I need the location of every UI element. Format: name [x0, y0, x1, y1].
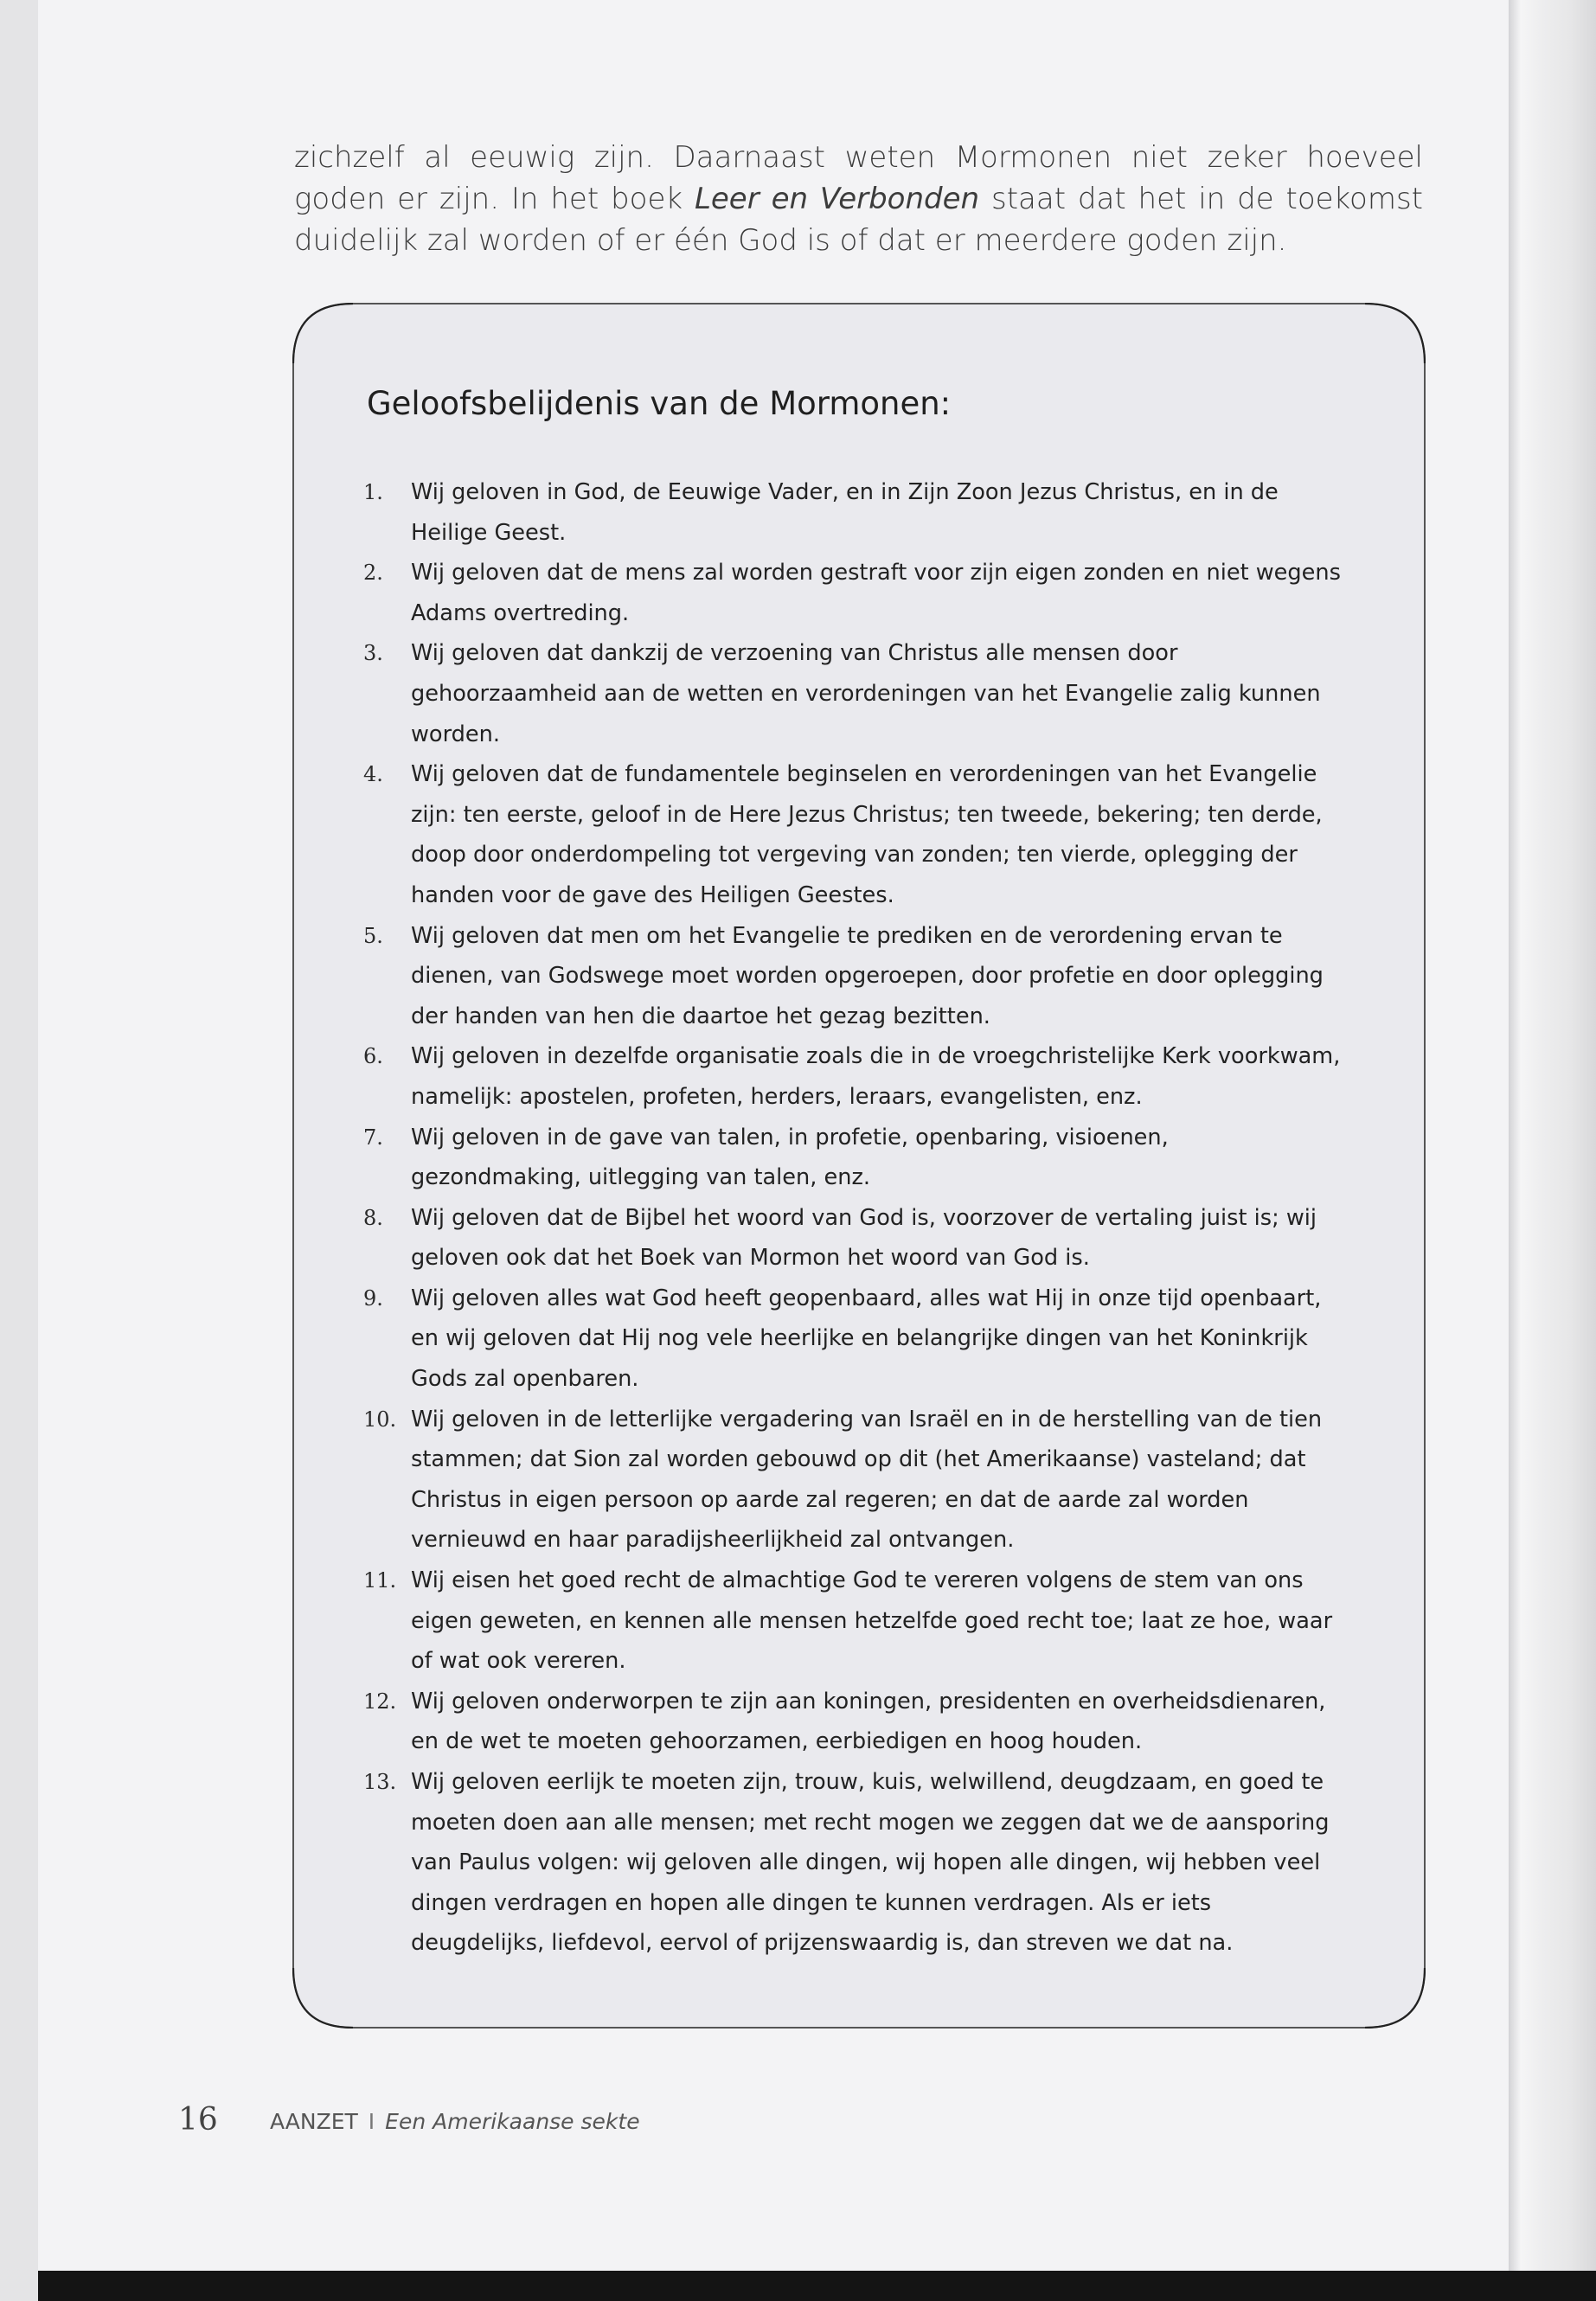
running-footer [270, 2109, 640, 2134]
creed-item [363, 1561, 1341, 1682]
creed-item-number: 12. [363, 1689, 397, 1714]
creed-item-text: Wij geloven in dezelfde organisatie zoals die in de vroegchristelijke Kerk voorkwam, namelijk: apostelen, profeten, herders, leraars, evangelisten, enz. [411, 1043, 1341, 1110]
creed-item [363, 1118, 1341, 1198]
creed-item [363, 1400, 1341, 1561]
creed-item-text: Wij geloven dat dankzij de verzoening van Christus alle mensen door gehoorzaamheid aan de wetten en verordeningen van het Evangelie zalig kunnen worden. [411, 640, 1321, 747]
creed-item [363, 633, 1341, 754]
creed-item-text: Wij geloven dat de Bijbel het woord van God is, voorzover de vertaling juist is; wij geloven ook dat het Boek van Mormon het woord van God is. [411, 1204, 1317, 1272]
intro-text-part2: staat dat het in de toekomst duidelijk zal worden of er één God is of dat er meerdere goden zijn. [294, 182, 1423, 258]
page-number: 16 [178, 2102, 218, 2138]
creed-item [363, 754, 1341, 915]
intro-text-part1: zichzelf al eeuwig zijn. Daarnaast weten Mormonen niet zeker hoeveel goden er zijn. In het boek [294, 140, 1423, 216]
creed-list [363, 472, 1341, 1964]
creed-item [363, 916, 1341, 1037]
creed-item-text: Wij geloven dat de mens zal worden gestraft voor zijn eigen zonden en niet wegens Adams overtreding. [411, 560, 1341, 626]
creed-item-number: 5. [363, 923, 383, 948]
footer-series: AANZET [270, 2109, 358, 2134]
creed-item-text: Wij geloven in de letterlijke vergadering van Israël en in de herstelling van de tien stammen; dat Sion zal worden gebouwd op dit (het Amerikaanse) vasteland; dat Christus in eigen persoon op aarde zal regeren; en dat de aarde zal worden vernieuwd en haar paradijsheerlijkheid zal ontvangen. [411, 1406, 1323, 1554]
creed-item-text: Wij geloven in de gave van talen, in profetie, openbaring, visioenen, gezondmaking, uitlegging van talen, enz. [411, 1124, 1169, 1191]
creed-item-text: Wij geloven in God, de Eeuwige Vader, en in Zijn Zoon Jezus Christus, en in de Heilige Geest. [411, 479, 1279, 546]
creed-item-number: 1. [363, 480, 383, 504]
creed-item-number: 7. [363, 1125, 383, 1150]
creed-item-number: 10. [363, 1407, 397, 1432]
creed-item [363, 472, 1341, 553]
creed-item [363, 1279, 1341, 1400]
scan-bottom-edge [38, 2271, 1596, 2301]
book-title: Leer en Verbonden [694, 182, 980, 216]
creed-item-text: Wij geloven dat de fundamentele beginselen en verordeningen van het Evangelie zijn: ten eerste, geloof in de Here Jezus Christus; ten tweede, bekering; ten derde, doop door onderdompeling tot vergeving van zonden; ten vierde, oplegging der handen voor de gave des Heiligen Geestes. [411, 761, 1323, 908]
creed-item [363, 1036, 1341, 1117]
creed-item-number: 6. [363, 1044, 383, 1069]
creed-item [363, 1198, 1341, 1279]
footer-separator: I [368, 2109, 375, 2134]
creed-item-number: 8. [363, 1205, 383, 1230]
creed-item [363, 553, 1341, 633]
creed-item-text: Wij eisen het goed recht de almachtige God te vereren volgens de stem van ons eigen geweten, en kennen alle mensen hetzelfde goed recht toe; laat ze hoe, waar of wat ook vereren. [411, 1567, 1333, 1675]
footer-subtitle: Een Amerikaanse sekte [385, 2109, 640, 2134]
creed-item-number: 4. [363, 762, 383, 787]
book-spine [1509, 0, 1596, 2301]
creed-item-number: 9. [363, 1285, 383, 1311]
creed-title: Geloofsbelijdenis van de Mormonen: [367, 385, 952, 422]
creed-item-number: 3. [363, 641, 383, 666]
creed-item-text: Wij geloven alles wat God heeft geopenbaard, alles wat Hij in onze tijd openbaart, en wij geloven dat Hij nog vele heerlijke en belangrijke dingen van het Koninkrijk Gods zal openbaren. [411, 1285, 1322, 1393]
creed-item [363, 1682, 1341, 1762]
creed-item-number: 11. [363, 1568, 397, 1593]
creed-item [363, 1762, 1341, 1964]
creed-item-text: Wij geloven eerlijk te moeten zijn, trouw, kuis, welwillend, deugdzaam, en goed te moeten doen aan alle mensen; met recht mogen we zeggen dat we de aansporing van Paulus volgen: wij geloven alle dingen, wij hopen alle dingen, wij hebben veel dingen verdragen en hopen alle dingen te kunnen verdragen. Als er iets deugdelijks, liefdevol, eervol of prijzenswaardig is, dan streven we dat na. [411, 1769, 1330, 1957]
intro-paragraph [294, 137, 1423, 261]
creed-item-number: 13. [363, 1770, 397, 1794]
creed-item-number: 2. [363, 561, 383, 586]
creed-item-text: Wij geloven onderworpen te zijn aan koningen, presidenten en overheidsdienaren, en de wet te moeten gehoorzamen, eerbiedigen en hoog houden. [411, 1688, 1326, 1755]
page-left-margin [0, 0, 38, 2301]
creed-item-text: Wij geloven dat men om het Evangelie te prediken en de verordening ervan te dienen, van Godswege moet worden opgeroepen, door profetie en door oplegging der handen van hen die daartoe het gezag bezitten. [411, 922, 1324, 1029]
